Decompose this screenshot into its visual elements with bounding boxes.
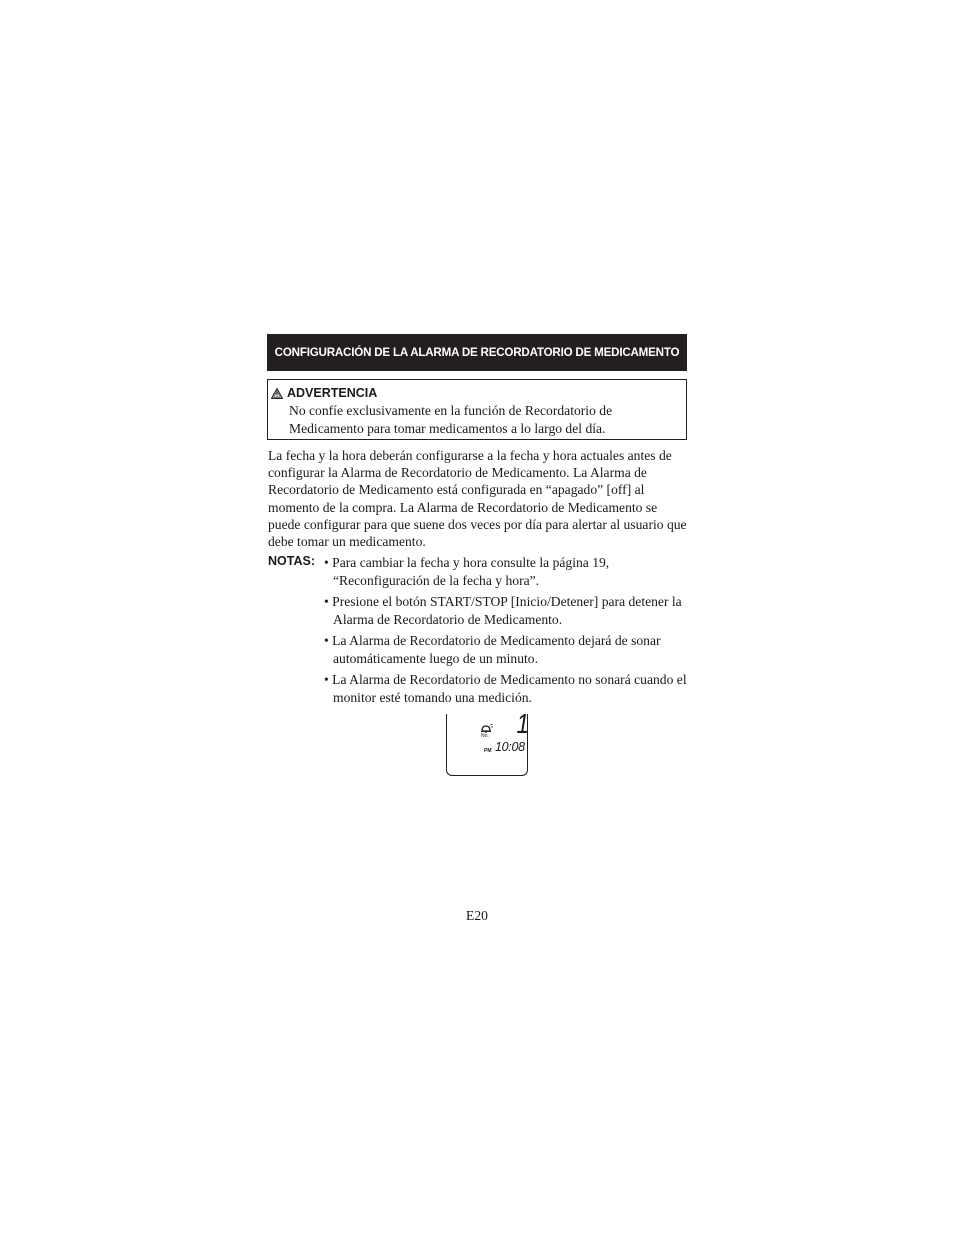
note-item: • Presione el botón START/STOP [Inicio/Detener] para detener la Alarma de Recordatorio de Medicamento.	[324, 594, 682, 627]
section-header	[267, 334, 687, 371]
note-item: • Para cambiar la fecha y hora consulte la página 19, “Reconfiguración de la fecha y hora”.	[324, 555, 610, 588]
alarm-number: 1	[516, 708, 530, 739]
body-paragraph: La fecha y la hora deberán configurarse a la fecha y hora actuales antes de configurar la Alarma de Recordatorio de Medicamento. La Alarma de Recordatorio de Medicamento está configurada en “apagado” [off] al momento de la compra. La Alarma de Recordatorio de Medicamento se puede configurar para que suene dos veces por día para alertar al usuario que debe tomar un medicamento.	[268, 448, 687, 550]
note-item: • La Alarma de Recordatorio de Medicamento dejará de sonar automáticamente luego de un minuto.	[324, 633, 661, 666]
warning-box	[267, 379, 687, 440]
page-number: E20	[466, 908, 488, 923]
note-item: • La Alarma de Recordatorio de Medicamento no sonará cuando el monitor esté tomando una medición.	[324, 672, 687, 705]
notes-label: NOTAS:	[268, 554, 315, 568]
warning-triangle-icon	[271, 388, 283, 399]
alarm-bell-icon	[481, 724, 493, 733]
warning-heading	[271, 386, 377, 400]
warning-text: No confíe exclusivamente en la función de Recordatorio de Medicamento para tomar medicamentos a lo largo del día.	[289, 403, 613, 436]
alarm-number-label: No.	[481, 733, 489, 739]
alarm-time: 10:08	[495, 739, 525, 755]
ampm-indicator: PM	[484, 748, 492, 754]
warning-title: ADVERTENCIA	[287, 386, 378, 400]
monitor-display-illustration	[446, 708, 530, 776]
section-title: CONFIGURACIÓN DE LA ALARMA DE RECORDATORIO DE MEDICAMENTO	[274, 346, 680, 359]
